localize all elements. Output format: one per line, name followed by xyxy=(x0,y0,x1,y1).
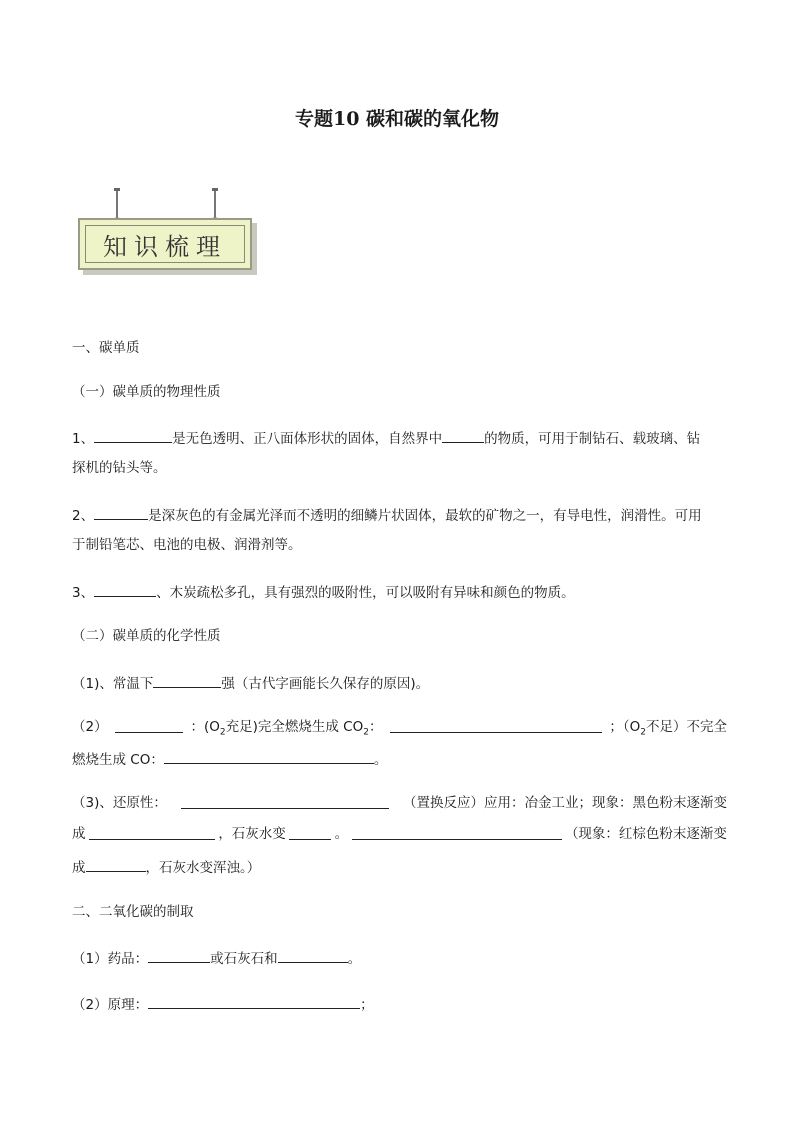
prep-item-1: （1）药品： 或石灰石和 。 xyxy=(72,951,362,967)
hanger-left xyxy=(116,190,118,220)
blank[interactable] xyxy=(442,429,484,443)
hanger-right xyxy=(214,190,216,220)
chem-item-3-line-1: （3)、还原性： （置换反应）应用：冶金工业；现象：黑色粉末逐渐变 xyxy=(72,795,727,811)
page-title: 专题10 碳和碳的氧化物 xyxy=(294,108,500,130)
chem-item-2-line-2: 燃烧生成 CO： 。 xyxy=(72,752,388,768)
blank[interactable] xyxy=(148,949,210,963)
paragraph-2-line-2: 于制铅笔芯、电池的电极、润滑剂等。 xyxy=(72,537,302,553)
section-heading-1: 一、碳单质 xyxy=(72,340,140,356)
chem-item-2-line-1: （2） ：($O_2$充足)完全燃烧生成 $CO_2$： ；（$O_2$不足）不完全 xyxy=(72,719,727,738)
blank[interactable] xyxy=(390,719,602,733)
blank[interactable] xyxy=(289,826,331,840)
banner-board xyxy=(78,218,252,270)
blank[interactable] xyxy=(94,429,172,443)
blank[interactable] xyxy=(278,949,348,963)
chem-item-1: （1)、常温下 强（古代字画能长久保存的原因)。 xyxy=(72,676,430,692)
chem-item-3-line-2: 成 ，石灰水变 。 （现象：红棕色粉末逐渐变 xyxy=(72,826,727,842)
blank[interactable] xyxy=(94,506,148,520)
blank[interactable] xyxy=(153,674,221,688)
subsection-heading-2: （二）碳单质的化学性质 xyxy=(72,628,221,644)
chem-item-3-line-3: 成 ，石灰水变浑浊。） xyxy=(72,860,261,876)
blank[interactable] xyxy=(181,795,389,809)
knowledge-banner xyxy=(78,190,258,272)
blank[interactable] xyxy=(164,750,374,764)
section-heading-2: 二、二氧化碳的制取 xyxy=(72,904,194,920)
prep-item-2: （2）原理： ； xyxy=(72,997,374,1013)
paragraph-3: 3、 、木炭疏松多孔，具有强烈的吸附性，可以吸附有异味和颜色的物质。 xyxy=(72,585,575,601)
paragraph-1-line-1: 1、 是无色透明、正八面体形状的固体，自然界中 的物质，可用于制钻石、载玻璃、钻 xyxy=(72,431,701,447)
paragraph-1-line-2: 探机的钻头等。 xyxy=(72,460,167,476)
blank[interactable] xyxy=(86,858,146,872)
blank[interactable] xyxy=(148,995,360,1009)
blank[interactable] xyxy=(94,583,156,597)
subsection-heading-1: （一）碳单质的物理性质 xyxy=(72,384,221,400)
blank[interactable] xyxy=(115,719,183,733)
blank[interactable] xyxy=(89,826,215,840)
banner-label: 知识梳理 xyxy=(85,225,245,263)
paragraph-2-line-1: 2、 是深灰色的有金属光泽而不透明的细鳞片状固体，最软的矿物之一，有导电性，润滑性。可用 xyxy=(72,508,702,524)
blank[interactable] xyxy=(352,826,562,840)
